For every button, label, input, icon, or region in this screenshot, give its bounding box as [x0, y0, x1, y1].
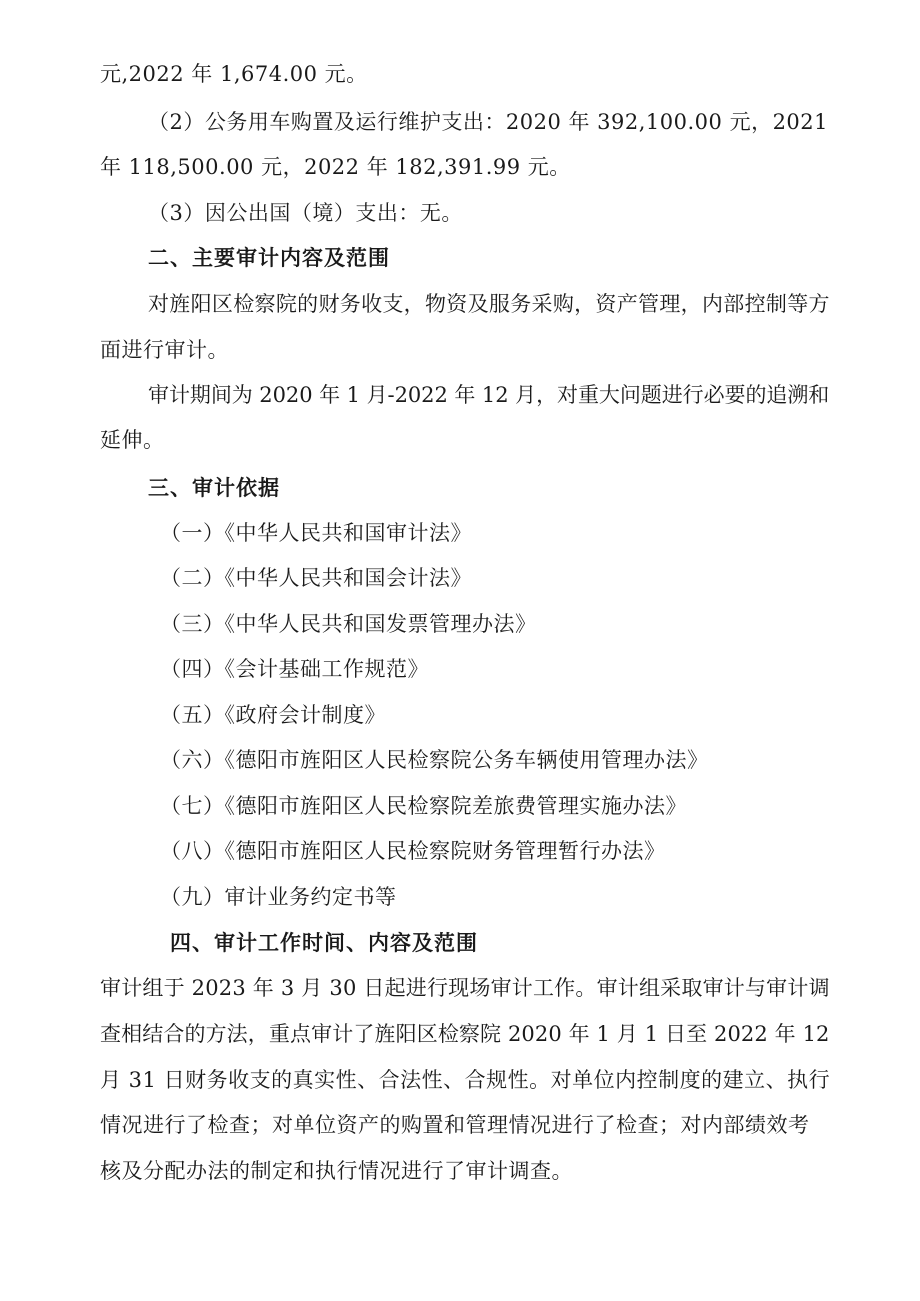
basis-item: （三）《中华人民共和国发票管理办法》 [160, 612, 537, 636]
basis-item: （四）《会计基础工作规范》 [160, 657, 429, 681]
section-4-heading: 四、审计工作时间、内容及范围 [170, 931, 478, 955]
section-2-para-1-line-1: 对旌阳区检察院的财务收支，物资及服务采购，资产管理，内部控制等方 [148, 292, 830, 316]
item-3-text: （3）因公出国（境）支出：无。 [148, 201, 463, 225]
section-2-para-2-line-1: 审计期间为 2020 年 1 月-2022 年 12 月，对重大问题进行必要的追溯和 [148, 383, 830, 407]
basis-item: （六）《德阳市旌阳区人民检察院公务车辆使用管理办法》 [160, 748, 709, 772]
section-4-line: 核及分配办法的制定和执行情况进行了审计调查。 [100, 1159, 573, 1183]
section-4-line: 月 31 日财务收支的真实性、合法性、合规性。对单位内控制度的建立、执行 [100, 1068, 831, 1092]
section-2-heading: 二、主要审计内容及范围 [148, 246, 390, 270]
section-4-line: 查相结合的方法，重点审计了旌阳区检察院 2020 年 1 月 1 日至 2022 年 12 [100, 1022, 830, 1046]
item-2-line-2: 年 118,500.00 元，2022 年 182,391.99 元。 [100, 155, 571, 179]
basis-item: （八）《德阳市旌阳区人民检察院财务管理暂行办法》 [160, 839, 666, 863]
basis-item: （二）《中华人民共和国会计法》 [160, 566, 472, 590]
basis-item: （九）审计业务约定书等 [160, 885, 397, 909]
section-3-heading: 三、审计依据 [148, 476, 280, 500]
basis-item: （五）《政府会计制度》 [160, 703, 386, 727]
section-4-line: 审计组于 2023 年 3 月 30 日起进行现场审计工作。审计组采取审计与审计调 [100, 976, 830, 1000]
item-2-line-1: （2）公务用车购置及运行维护支出：2020 年 392,100.00 元，2021 [148, 110, 829, 134]
section-2-para-2-line-2: 延伸。 [100, 428, 165, 452]
section-4-line: 情况进行了检查；对单位资产的购置和管理情况进行了检查；对内部绩效考 [100, 1113, 810, 1137]
intro-tail-text: 元,2022 年 1,674.00 元。 [100, 62, 368, 86]
section-2-para-1-line-2: 面进行审计。 [100, 338, 229, 362]
basis-item: （一）《中华人民共和国审计法》 [160, 521, 472, 545]
basis-item: （七）《德阳市旌阳区人民检察院差旅费管理实施办法》 [160, 794, 687, 818]
